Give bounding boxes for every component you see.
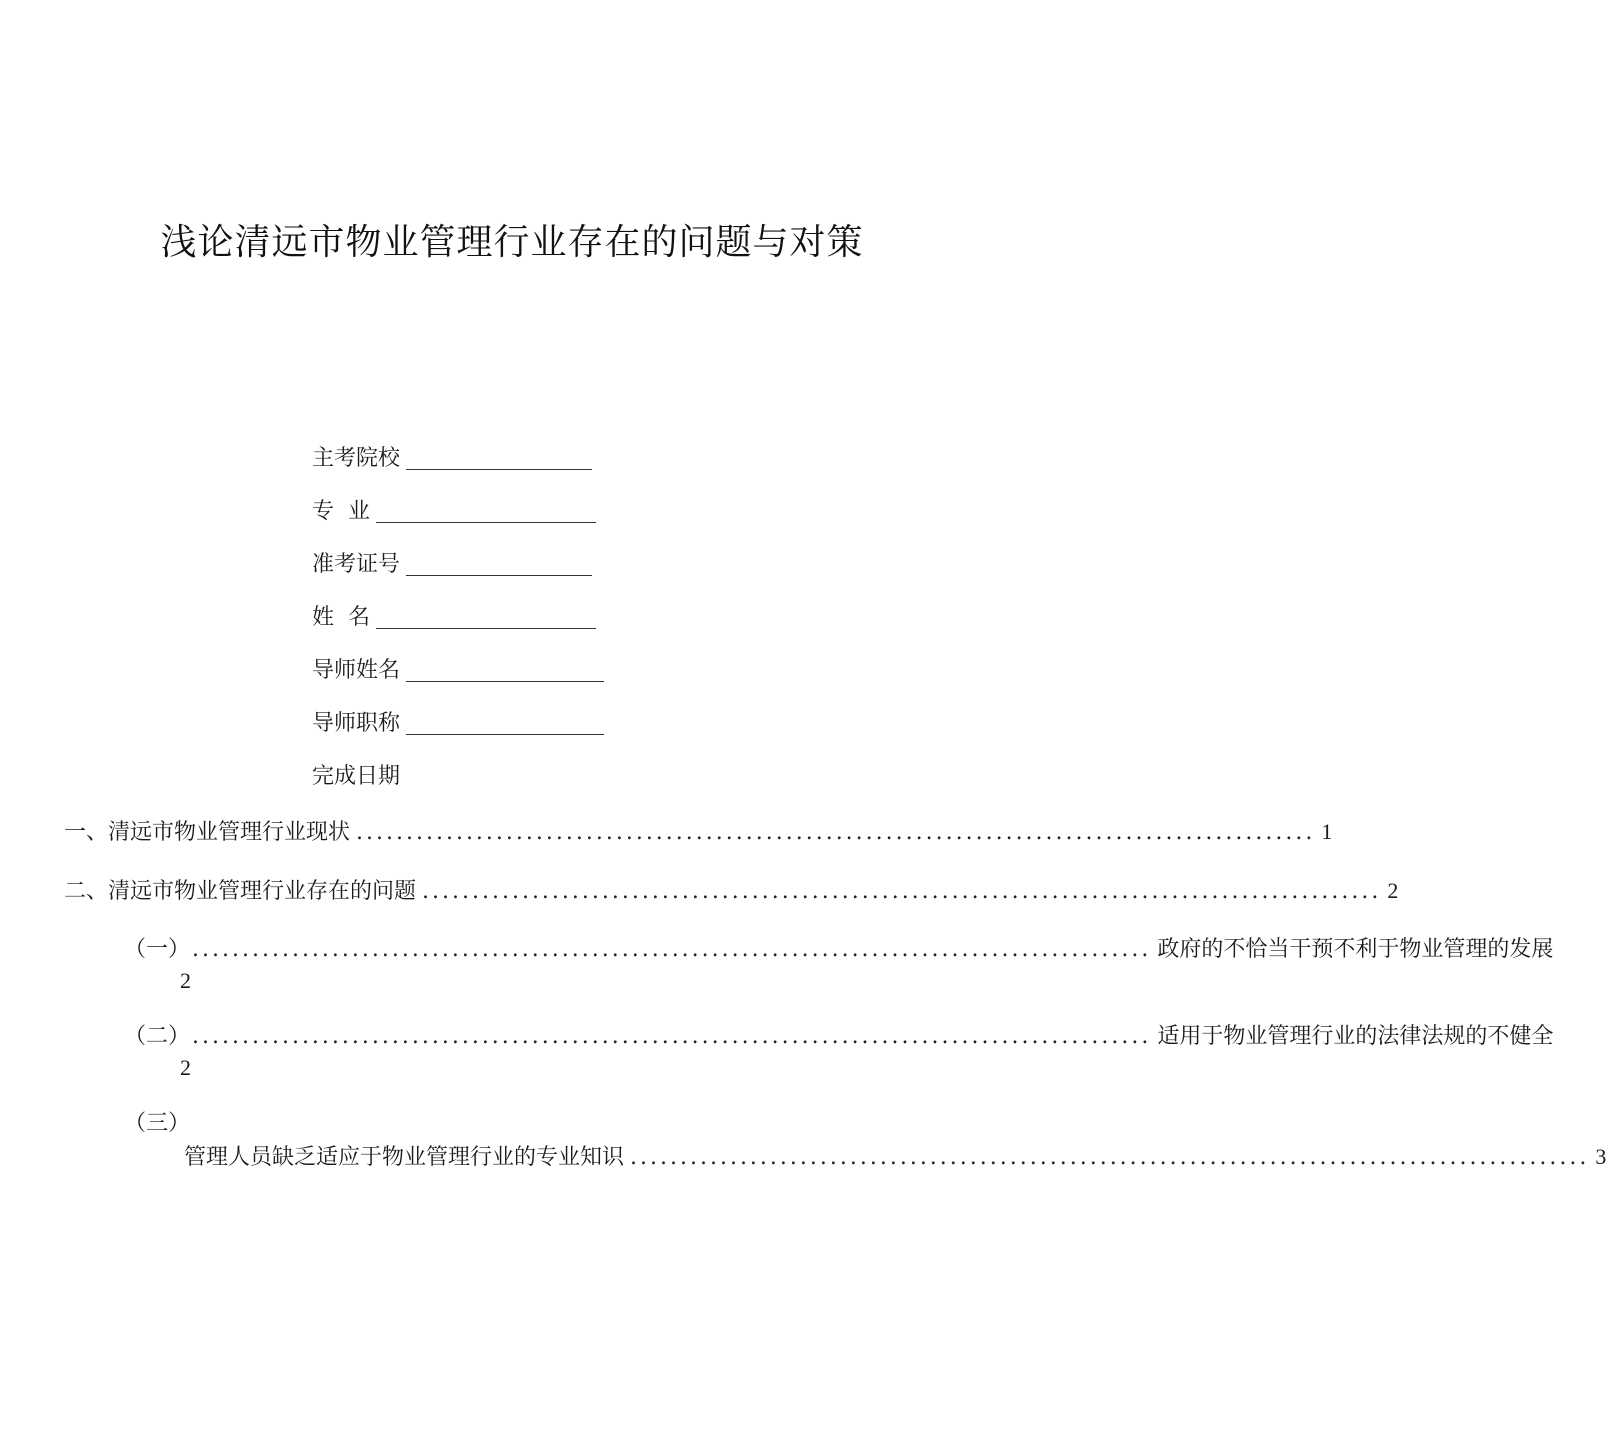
toc-entry-title: 一、清远市物业管理行业现状	[64, 820, 351, 845]
field-exam-number	[312, 550, 592, 580]
dot-leader: ................................................................................................	[356, 820, 1316, 845]
toc-entry-title: 适用于物业管理行业的法律法规的不健全	[1157, 1024, 1554, 1049]
toc-entry-title: 二、清远市物业管理行业存在的问题	[64, 879, 417, 904]
document-title: 浅论清远市物业管理行业存在的问题与对策	[160, 222, 864, 263]
toc-entry-number: （一）	[124, 937, 191, 962]
toc-page-number: 2	[1387, 878, 1399, 903]
blank-line	[406, 659, 604, 682]
field-label: 专 业	[312, 499, 370, 524]
toc-entry-number: （二）	[124, 1024, 191, 1049]
dot-leader: ................................................................................................	[630, 1145, 1590, 1170]
field-major	[312, 497, 596, 527]
field-label: 准考证号	[312, 552, 401, 577]
toc-page-number: 2	[180, 968, 191, 993]
blank-line	[406, 712, 604, 735]
toc-entry-2-3[interactable]	[184, 1142, 1606, 1173]
dot-leader: ................................................................................................	[192, 937, 1152, 962]
blank-line	[376, 500, 596, 523]
toc-page-number: 2	[180, 1055, 191, 1080]
field-label: 主考院校	[312, 446, 401, 471]
field-label: 姓 名	[312, 605, 370, 630]
toc-page-number: 3	[1595, 1144, 1606, 1169]
toc-entry-2-3-number	[124, 1109, 190, 1139]
toc-entry-2-1[interactable]	[124, 935, 1554, 965]
toc-entry-2-2[interactable]	[124, 1022, 1554, 1052]
field-name	[312, 603, 596, 633]
toc-entry-2[interactable]	[64, 876, 1399, 907]
field-completion-date	[312, 762, 400, 792]
field-advisor-name	[312, 656, 604, 686]
field-label: 导师姓名	[312, 658, 401, 683]
toc-entry-title: 政府的不恰当干预不利于物业管理的发展	[1157, 937, 1554, 962]
blank-line	[406, 553, 592, 576]
toc-page-number: 1	[1321, 819, 1333, 844]
toc-entry-number: （三）	[124, 1111, 191, 1136]
field-advisor-title	[312, 709, 604, 739]
field-label: 导师职称	[312, 711, 401, 736]
dot-leader: ................................................................................................	[192, 1024, 1152, 1049]
field-school	[312, 444, 592, 474]
blank-line	[406, 447, 592, 470]
field-label: 完成日期	[312, 764, 401, 789]
toc-entry-1[interactable]	[64, 817, 1333, 848]
toc-entry-title: 管理人员缺乏适应于物业管理行业的专业知识	[184, 1145, 625, 1170]
dot-leader: ................................................................................................	[422, 879, 1382, 904]
blank-line	[376, 606, 596, 629]
